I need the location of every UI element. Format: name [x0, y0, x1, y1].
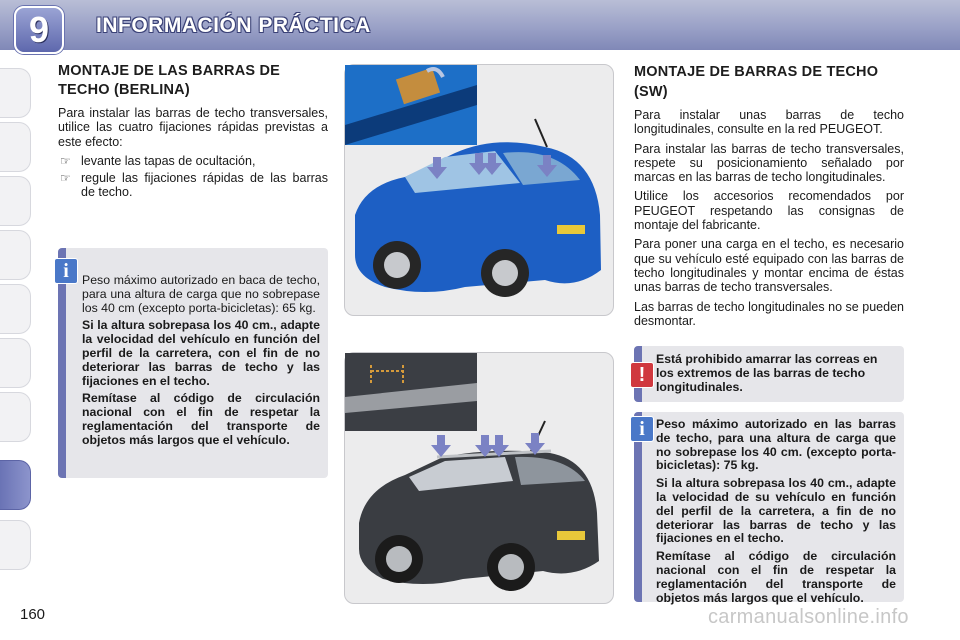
- chapter-tab[interactable]: [0, 338, 31, 388]
- info-box-text: Peso máximo autorizado en baca de techo, para una altura de carga que no sobrepase los 40 cm (excepto porta-bicicletas): 65 kg. Si la altura sobrepasa los 40 cm., adapte la velocidad del vehículo en función del perfil de la carretera, con el fin de no deteriorar las barras de techo y las fijaciones en el techo. Remítase al código de circulación nacional con el fin de respetar la reglamentación del transporte de objetos más largos que el vehículo.: [82, 273, 320, 447]
- warning-box: [634, 346, 904, 402]
- chapter-tab[interactable]: [0, 230, 31, 280]
- hand-pointer-icon: ☞: [60, 171, 71, 186]
- info-box-sw: [634, 412, 904, 605]
- antenna: [535, 119, 547, 147]
- chapter-tab[interactable]: [0, 122, 31, 172]
- licence-plate: [557, 225, 585, 234]
- warning-icon: !: [630, 362, 654, 388]
- blue-hatchback-illustration: [345, 65, 613, 315]
- chapter-tab[interactable]: [0, 284, 31, 334]
- chapter-tab[interactable]: [0, 68, 31, 118]
- chapter-tabs: [0, 60, 34, 580]
- chapter-tab[interactable]: [0, 176, 31, 226]
- watermark: carmanualsonline.info: [708, 606, 909, 628]
- header-band: [0, 0, 960, 50]
- info-box-text: Peso máximo autorizado en las barras de techo, para una altura de carga que no sobrepase los 40 cm. (excepto porta-bicicletas): 75 kg. Si la altura sobrepasa los 40 cm., adapte la velocidad de su vehículo en función del perfil de la carretera, a fin de no deteriorar las barras de techo y las fijaciones en el techo. Remítase al código de circulación nacional con el fin de respetar la reglamentación del transporte de objetos más largos que el vehículo.: [656, 417, 896, 605]
- info-icon: i: [54, 258, 78, 284]
- chapter-tab[interactable]: [0, 392, 31, 442]
- paragraph: Para instalar unas barras de techo longitudinales, consulte en la red PEUGEOT.: [634, 108, 904, 137]
- paragraph: Para poner una carga en el techo, es necesario que su vehículo esté equipado con las barras de techo longitudinales y montar encima de éstas unas barras de techo transversales.: [634, 237, 904, 295]
- grey-estate-illustration: [345, 353, 613, 603]
- licence-plate: [557, 531, 585, 540]
- section-title-sw: MONTAJE DE BARRAS DE TECHO (SW): [634, 64, 879, 100]
- info-icon: i: [630, 416, 654, 442]
- chapter-tab[interactable]: [0, 520, 31, 570]
- page-number: 160: [20, 606, 46, 623]
- chapter-tab-active[interactable]: [0, 460, 31, 510]
- hand-pointer-icon: ☞: [60, 153, 71, 168]
- paragraph: Para instalar las barras de techo transversales, respete su posicionamiento señalado por marcas en las barras de techo longitudinales.: [634, 141, 904, 185]
- list-item: ☞ levante las tapas de ocultación,: [60, 153, 256, 168]
- photo-berlina-roof-fixings: [344, 64, 614, 316]
- paragraph: Utilice los accesorios recomendados por PEUGEOT respetando las consignas de montaje del fabricante.: [634, 189, 904, 233]
- page-title: INFORMACIÓN PRÁCTICA: [96, 14, 371, 37]
- rear-window: [515, 457, 585, 485]
- intro-text: Para instalar las barras de techo transversales, utilice las cuatro fijaciones rápidas previstas a este efecto:: [58, 106, 328, 149]
- left-column: [58, 62, 328, 203]
- section-title-berlina: MONTAJE DE LAS BARRAS DE TECHO (BERLINA): [58, 63, 281, 98]
- right-column: [634, 62, 904, 333]
- paragraph: Las barras de techo longitudinales no se pueden desmontar.: [634, 299, 904, 328]
- info-box-berlina: [58, 248, 328, 478]
- photo-sw-roof-bars: [344, 352, 614, 604]
- warning-text: Está prohibido amarrar las correas en los extremos de las barras de techo longitudinales.: [656, 352, 878, 394]
- list-item: ☞ regule las fijaciones rápidas de las barras de techo.: [60, 171, 328, 200]
- chapter-badge: 9: [14, 6, 64, 54]
